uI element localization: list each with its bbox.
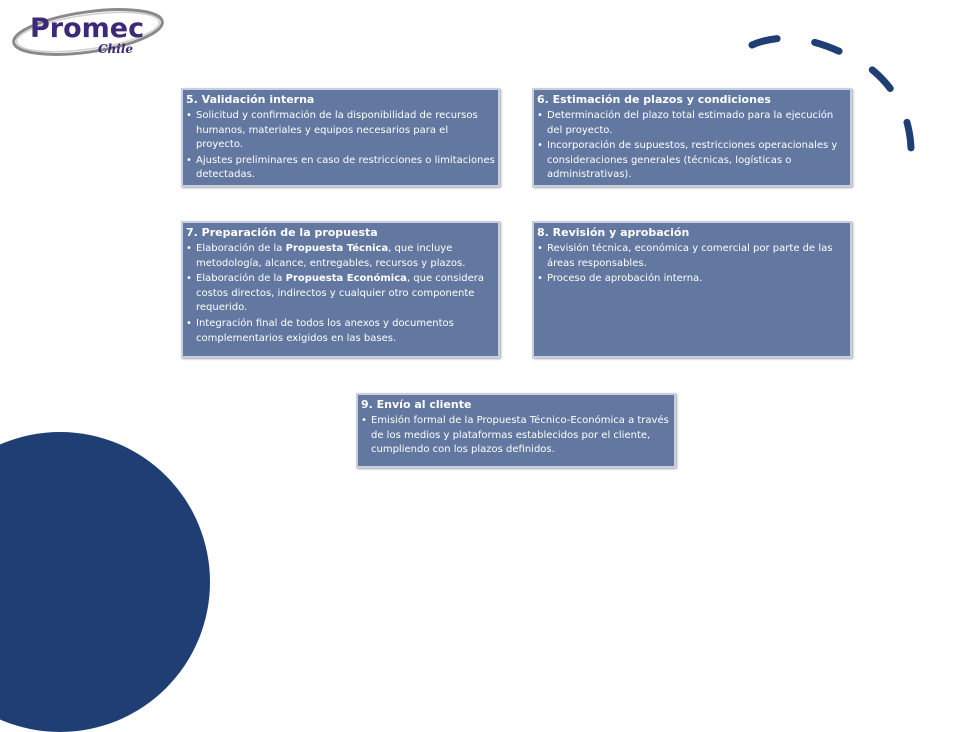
bullet-marker: • bbox=[186, 154, 192, 166]
bullet-marker: • bbox=[361, 415, 367, 426]
logo-subtitle-text: Chile bbox=[98, 42, 134, 56]
bullet-text-bold: Propuesta Técnica bbox=[285, 243, 389, 254]
step-card-list bbox=[537, 109, 847, 183]
bullet-item bbox=[186, 154, 495, 183]
bullet-text: Proceso de aprobación interna. bbox=[547, 273, 703, 285]
step-card-9 bbox=[356, 393, 676, 468]
bullet-marker: • bbox=[186, 243, 192, 254]
bullet-marker: • bbox=[186, 110, 192, 121]
bullet-item bbox=[537, 139, 847, 183]
bullet-text: Determinación del plazo total estimado para la ejecución del proyecto. bbox=[547, 110, 834, 136]
bullet-text: Elaboración de la bbox=[196, 273, 286, 285]
bullet-item bbox=[186, 109, 495, 153]
bullet-item bbox=[186, 272, 495, 316]
bullet-marker: • bbox=[186, 317, 192, 329]
bullet-marker: • bbox=[537, 140, 543, 152]
bullet-text: Ajustes preliminares en caso de restricciones o limitaciones detectadas. bbox=[196, 154, 495, 181]
bullet-marker: • bbox=[537, 243, 543, 254]
bullet-marker: • bbox=[537, 273, 543, 285]
step-card-title: 8. Revisión y aprobación bbox=[537, 226, 690, 239]
bullet-text-bold: Propuesta Económica bbox=[285, 273, 407, 285]
bullet-text: Incorporación de supuestos, restricciones operacionales y consideraciones generales (técnicas, logísticas o administrativas). bbox=[547, 140, 838, 181]
step-card-title: 6. Estimación de plazos y condiciones bbox=[537, 93, 771, 106]
step-card-list bbox=[186, 242, 495, 346]
step-card-6 bbox=[532, 88, 852, 187]
step-card-list bbox=[361, 414, 671, 458]
bullet-item bbox=[361, 414, 671, 458]
step-card-5 bbox=[181, 88, 500, 187]
bullet-text: Integración final de todos los anexos y documentos complementarios exigidos en las bases. bbox=[196, 317, 454, 344]
bullet-marker: • bbox=[537, 110, 543, 121]
step-card-title: 9. Envío al cliente bbox=[361, 398, 472, 411]
step-card-8 bbox=[532, 221, 852, 358]
step-card-list bbox=[537, 242, 847, 287]
bullet-text: Solicitud y confirmación de la disponibilidad de recursos humanos, materiales y equipos necesarios para el proyecto. bbox=[196, 110, 478, 151]
bullet-item bbox=[186, 317, 495, 346]
bullet-text: Revisión técnica, económica y comercial por parte de las áreas responsables. bbox=[547, 243, 833, 269]
bullet-text: , que incluye metodología, alcance, entregables, recursos y plazos. bbox=[196, 243, 466, 269]
bullet-item bbox=[537, 272, 847, 287]
navy-circle-decoration bbox=[0, 432, 210, 732]
bullet-item bbox=[537, 242, 847, 271]
bullet-item bbox=[537, 109, 847, 138]
promec-logo bbox=[10, 3, 172, 58]
step-card-list bbox=[186, 109, 495, 183]
bullet-text: , que considera costos directos, indirectos y cualquier otro componente requerido. bbox=[196, 273, 484, 314]
bullet-text: Emisión formal de la Propuesta Técnico-Económica a través de los medios y plataformas establecidos por el cliente, cumpliendo con los plazos definidos. bbox=[371, 415, 669, 456]
bullet-item bbox=[186, 242, 495, 271]
bullet-marker: • bbox=[186, 273, 192, 285]
step-card-title: 7. Preparación de la propuesta bbox=[186, 226, 378, 239]
step-card-title: 5. Validación interna bbox=[186, 93, 315, 106]
logo-brand-text: Promec bbox=[30, 13, 145, 44]
bullet-text: Elaboración de la bbox=[196, 243, 286, 254]
step-card-7 bbox=[181, 221, 500, 358]
